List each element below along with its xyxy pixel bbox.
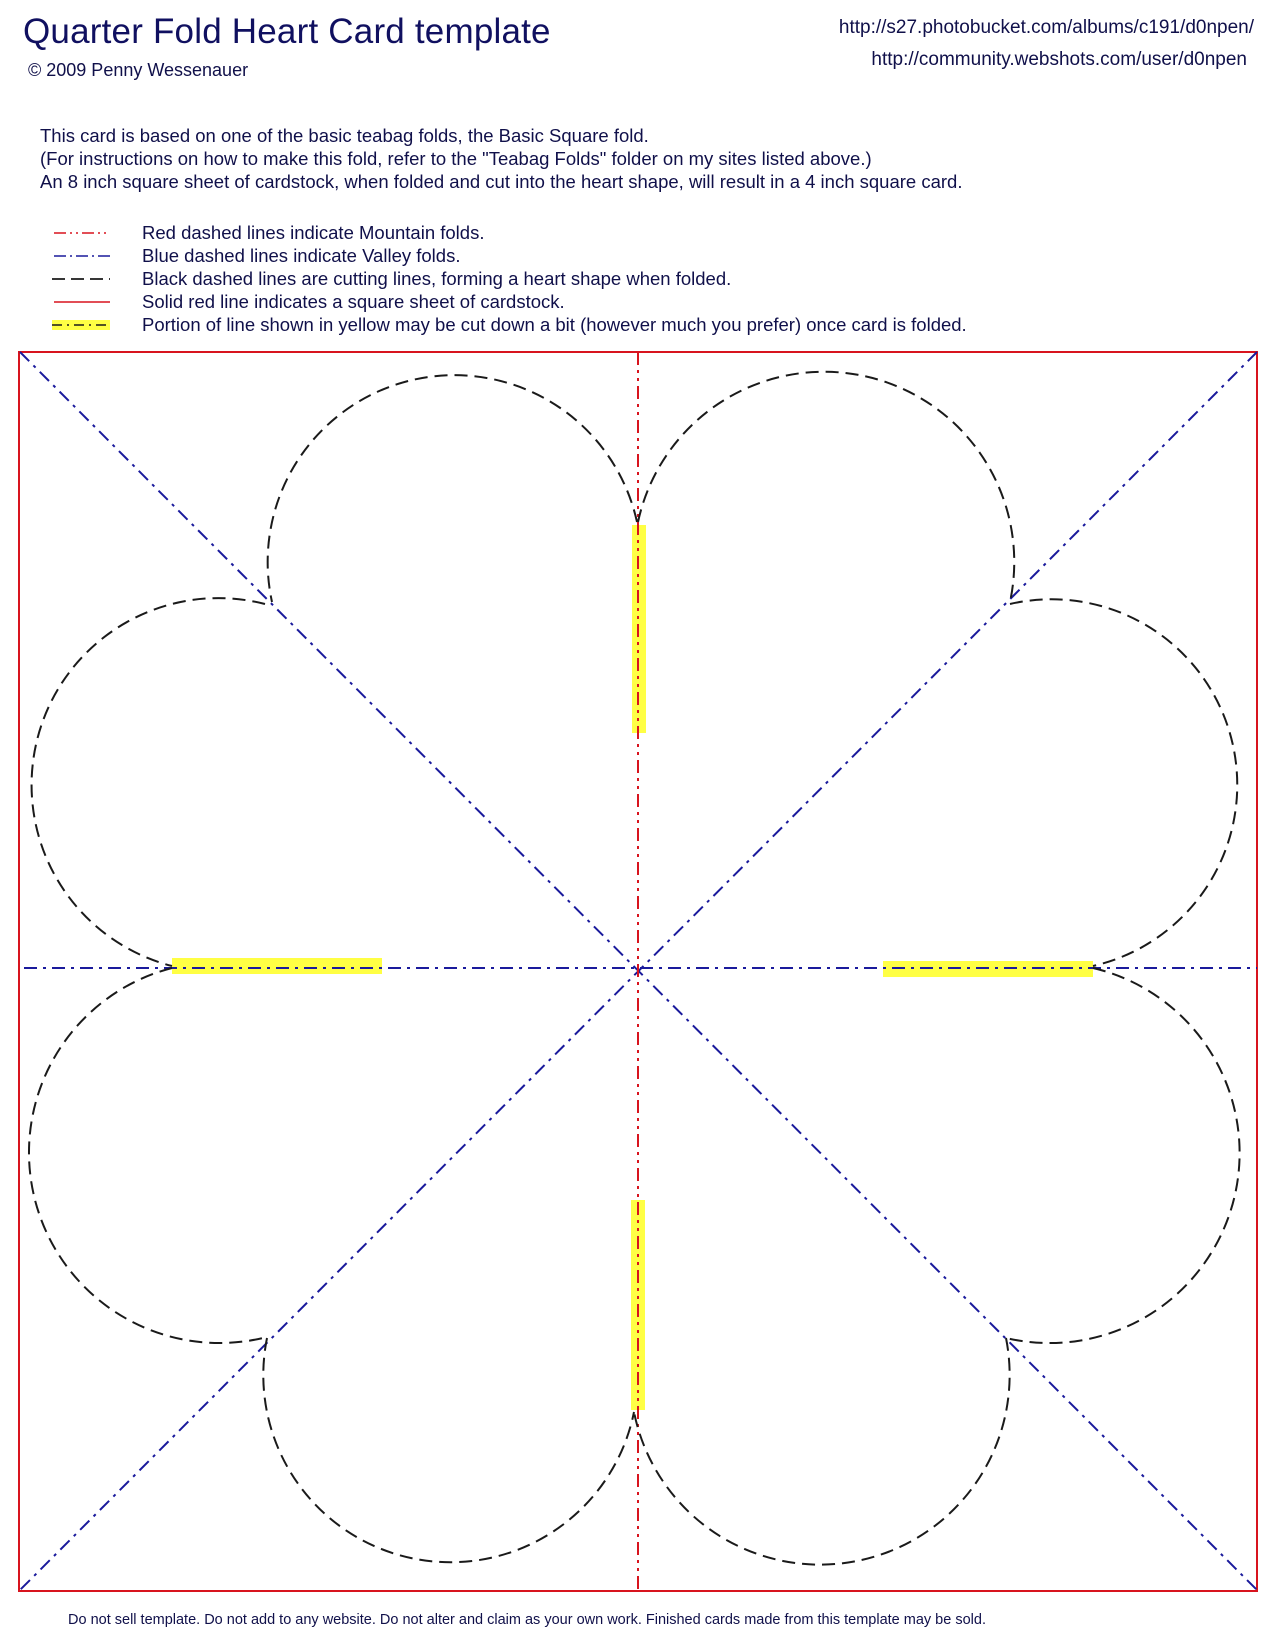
heart-lobe-right-upper: [1010, 599, 1237, 966]
page-title: Quarter Fold Heart Card template: [23, 12, 551, 51]
legend-label-cutting: Black dashed lines are cutting lines, forming a heart shape when folded.: [142, 268, 732, 289]
heart-lobe-bottom-left: [263, 1338, 634, 1562]
heart-lobe-left-upper: [32, 598, 265, 966]
photobucket-link[interactable]: http://s27.photobucket.com/albums/c191/d0npen/: [838, 17, 1254, 38]
heart-lobe-bottom-right: [634, 1338, 1010, 1565]
legend-label-cardstock: Solid red line indicates a square sheet of cardstock.: [142, 291, 565, 312]
intro-line-3: An 8 inch square sheet of cardstock, when folded and cut into the heart shape, will result in a 4 inch square card.: [40, 171, 963, 192]
yellow-portion-left: [172, 958, 382, 974]
heart-lobe-top-left: [268, 375, 637, 602]
intro-line-2: (For instructions on how to make this fold, refer to the "Teabag Folds" folder on my sites listed above.): [40, 148, 872, 169]
copyright-line: © 2009 Penny Wessenauer: [28, 60, 249, 80]
heart-lobe-left-lower: [29, 968, 267, 1343]
legend-label-mountain: Red dashed lines indicate Mountain folds.: [142, 222, 485, 243]
intro-line-1: This card is based on one of the basic teabag folds, the Basic Square fold.: [40, 125, 649, 146]
legend-label-yellow: Portion of line shown in yellow may be cut down a bit (however much you prefer) once card is folded.: [142, 314, 967, 335]
legend-label-valley: Blue dashed lines indicate Valley folds.: [142, 245, 461, 266]
heart-lobe-top-right: [638, 372, 1014, 602]
footer-notice: Do not sell template. Do not add to any website. Do not alter and claim as your own work. Finished cards made from this template may be sold.: [68, 1612, 986, 1628]
heart-lobe-right-lower: [1006, 968, 1240, 1343]
webshots-link[interactable]: http://community.webshots.com/user/d0npen: [871, 49, 1247, 70]
